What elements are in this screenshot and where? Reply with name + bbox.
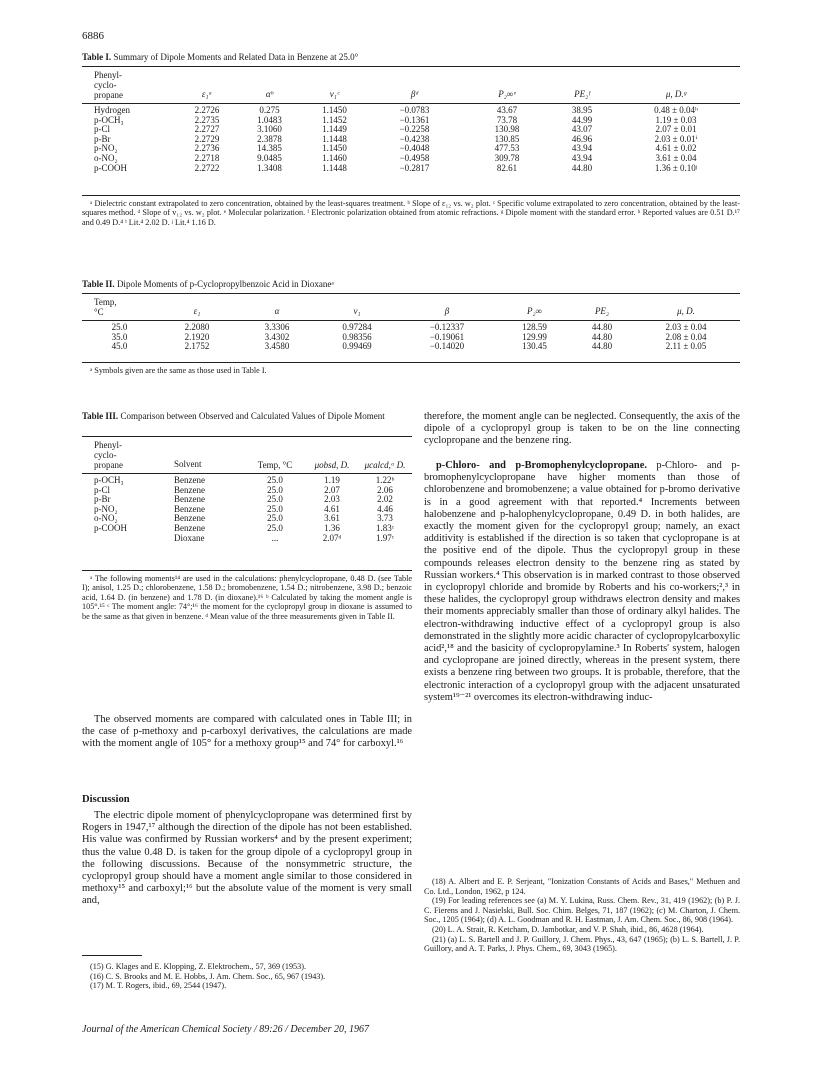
table-cell: p-Br bbox=[94, 133, 111, 144]
table1-footnote: ᵃ Dielectric constant extrapolated to zero concentration, obtained by the least-squares treatment. ᵇ Slope of ε₁₂ vs. w₂ plot. ᶜ Specific volume extrapolated to zero concentration, obtained by the least-squares method. ᵈ Slope of v₁₂ vs. w₂ plot. ᵉ Molecular polarization. ᶠ Electronic polarization obtained from atomic refractions. ᵍ Dipole moment with the standard error. ʰ Reported values are 0.51 D.¹⁷ and 0.49 D.⁴ ⁱ Lit.⁴ 2.02 D. ʲ Lit.⁴ 1.16 D. bbox=[82, 199, 740, 227]
table1-header-row bbox=[82, 70, 740, 100]
table-cell: 3.73 bbox=[377, 513, 393, 524]
table-cell: p-COOH bbox=[94, 522, 127, 533]
table2-col-header: ε₁ bbox=[193, 306, 201, 317]
table-cell: 1.83ᶜ bbox=[375, 522, 395, 533]
table-cell: 25.0 bbox=[267, 494, 283, 505]
table-cell: 2.11 ± 0.05 bbox=[665, 341, 707, 352]
table-cell: 73.78 bbox=[496, 114, 518, 125]
table2-col-header: μ, D. bbox=[677, 306, 695, 317]
table-cell: −0.2258 bbox=[399, 124, 430, 135]
table1-col-header: μ, D.ᵍ bbox=[665, 89, 687, 100]
table-cell: −0.4958 bbox=[399, 152, 430, 163]
table-cell: 1.1450 bbox=[322, 105, 347, 115]
table-cell: 2.2722 bbox=[194, 162, 220, 173]
table-cell: 129.99 bbox=[522, 331, 547, 342]
left-paragraph-2: The electric dipole moment of phenylcyclopropane was determined first by Rogers in 1947,¹⁷ although the direction of the dipole has not been established. His value was confirmed by Russian workers⁴ and by the present experiment; thus the value 0.48 D. is taken for the group dipole of a cyclopropyl group in the following discussions. Because of the nonsymmetric structure, the cyclopropyl group should have a moment angle similar to those considered in methoxy¹⁵ and carboxyl;¹⁶ but the absolute value of the moment is very small and, bbox=[82, 810, 412, 907]
table1-stub-header: Phenyl- cyclo- propane bbox=[94, 70, 123, 100]
table-cell: 9.0485 bbox=[257, 152, 282, 163]
table-cell: Hydrogen bbox=[94, 105, 130, 115]
table-cell: 0.275 bbox=[259, 105, 280, 115]
right-inline-heading: p-Chloro- and p-Bromophenylcyclopropane. bbox=[436, 460, 647, 471]
table3-header-row bbox=[82, 440, 412, 470]
table-cell: 2.02 bbox=[377, 494, 393, 505]
table-cell: Benzene bbox=[174, 503, 205, 514]
table-cell: 2.2726 bbox=[194, 105, 220, 115]
table-cell: Benzene bbox=[174, 484, 205, 495]
table2-stub-header: Temp, °C bbox=[94, 297, 117, 317]
table2-col-header: β bbox=[444, 306, 450, 317]
table2-row bbox=[82, 342, 740, 352]
table-cell: −0.14020 bbox=[429, 341, 465, 352]
table-cell: p-Br bbox=[94, 494, 111, 505]
table-cell: 2.1752 bbox=[184, 341, 210, 352]
table-cell: 130.98 bbox=[494, 124, 520, 135]
table-cell: 25.0 bbox=[111, 322, 128, 332]
table-cell: 130.85 bbox=[494, 133, 520, 144]
table-cell: 25.0 bbox=[267, 484, 283, 495]
table-cell: 43.67 bbox=[496, 105, 518, 115]
reference-item: (15) G. Klages and E. Klopping, Z. Elektrochem., 57, 369 (1953). bbox=[90, 962, 307, 971]
table-cell: 2.08 ± 0.04 bbox=[665, 331, 707, 342]
table-cell: 2.06 bbox=[377, 484, 393, 495]
table-cell: Benzene bbox=[174, 475, 205, 485]
table-cell: 2.2718 bbox=[194, 152, 220, 163]
table3-row bbox=[82, 534, 412, 544]
table-cell: 3.4580 bbox=[264, 341, 290, 352]
discussion-heading: Discussion bbox=[82, 794, 130, 805]
table-cell: 0.48 ± 0.04ʰ bbox=[654, 105, 698, 115]
table-cell: 4.46 bbox=[377, 503, 393, 514]
table-cell: 1.3408 bbox=[257, 162, 282, 173]
table1-caption-label: Table I. bbox=[82, 52, 112, 62]
table2-row bbox=[82, 323, 740, 333]
table-cell: 35.0 bbox=[111, 331, 128, 342]
table-cell: 2.2080 bbox=[184, 322, 210, 332]
table-cell: 2.2736 bbox=[194, 143, 220, 154]
table2-caption bbox=[82, 279, 334, 290]
table-cell: 25.0 bbox=[267, 503, 283, 514]
table-cell: 1.97ᶜ bbox=[375, 532, 395, 543]
table1-col-header: ε₁ᵃ bbox=[201, 89, 213, 100]
table2 bbox=[82, 297, 740, 352]
table-cell: 477.53 bbox=[494, 143, 520, 154]
table-cell: −0.4048 bbox=[399, 143, 430, 154]
table-cell: 1.36 bbox=[324, 522, 340, 533]
table-cell: 2.03 ± 0.04 bbox=[665, 322, 707, 332]
table-cell: 2.2729 bbox=[194, 133, 220, 144]
table-cell: 14.385 bbox=[257, 143, 282, 154]
table-cell: 82.61 bbox=[496, 162, 518, 173]
table-cell: 25.0 bbox=[267, 475, 283, 485]
table-cell: 2.03 ± 0.01ⁱ bbox=[654, 133, 698, 144]
table2-top-rule bbox=[82, 293, 740, 294]
left-refs-rule bbox=[82, 955, 142, 956]
table3-row bbox=[82, 495, 412, 505]
table2-col-header: P₂∞ bbox=[526, 306, 543, 317]
table-cell: Dioxane bbox=[174, 532, 205, 543]
table-cell: 1.0483 bbox=[257, 114, 282, 125]
reference-item: (17) M. T. Rogers, ibid., 69, 2544 (1947). bbox=[90, 981, 227, 991]
table-cell: p-NO₂ bbox=[94, 503, 118, 514]
table3-row bbox=[82, 486, 412, 496]
table-cell: 43.07 bbox=[571, 124, 593, 135]
table-cell: p-OCH₃ bbox=[94, 475, 124, 485]
table-cell: 25.0 bbox=[267, 522, 283, 533]
table2-bottom-rule bbox=[82, 362, 740, 363]
table3-top-rule bbox=[82, 436, 412, 437]
table-cell: ... bbox=[271, 532, 279, 543]
table-cell: p-Cl bbox=[94, 124, 111, 135]
table3 bbox=[82, 440, 412, 543]
table2-header-row bbox=[82, 297, 740, 317]
journal-footer: Journal of the American Chemical Society / 89:26 / December 20, 1967 bbox=[82, 1024, 369, 1035]
reference-item: (21) (a) L. S. Bartell and J. P. Guillory, J. Chem. Phys., 43, 647 (1965); (b) L. S. Bartell, J. P. Guillory, and A. T. Parks, J. Phys. Chem., 69, 3043 (1965). bbox=[424, 934, 740, 954]
table3-row bbox=[82, 514, 412, 524]
table-cell: 1.19 bbox=[324, 475, 340, 485]
table3-row bbox=[82, 476, 412, 486]
table-cell: 44.80 bbox=[591, 331, 613, 342]
right-paragraph-2 bbox=[424, 460, 740, 704]
table-cell: 128.59 bbox=[522, 322, 547, 332]
table-cell: −0.4238 bbox=[399, 133, 430, 144]
table1-bottom-rule bbox=[82, 195, 740, 196]
table-cell: 4.61 bbox=[324, 503, 340, 514]
table1-col-header: P₂∞ᵉ bbox=[498, 89, 516, 100]
table-cell: 46.96 bbox=[571, 133, 593, 144]
table-cell: 1.36 ± 0.10ʲ bbox=[654, 162, 698, 173]
table-cell: 2.1920 bbox=[184, 331, 210, 342]
table-cell: 2.07 bbox=[324, 484, 340, 495]
table-cell: o-NO₂ bbox=[94, 513, 118, 524]
table1-top-rule bbox=[82, 66, 740, 67]
table3-col-header: Solvent bbox=[174, 459, 202, 470]
table-cell: p-COOH bbox=[94, 162, 127, 173]
reference-item: (18) A. Albert and E. P. Serjeant, "Ionization Constants of Acids and Bases," Methuen and Co. Ltd., London, 1962, p 124. bbox=[424, 877, 740, 896]
reference-item: (19) For leading references see (a) M. Y. Lukina, Russ. Chem. Rev., 31, 419 (1962); (b) P. J. C. Fierens and J. Nasielski, Bull. Soc. Chim. Belges, 71, 187 (1962); (c) M. Charton, J. Chem. Soc., 1205 (1964); (d) A. L. Goodman and R. H. Eastman, J. Am. Chem. Soc., 86, 908 (1964). bbox=[424, 896, 740, 925]
table1 bbox=[82, 70, 740, 173]
table3-col-header: Temp, °C bbox=[257, 460, 293, 470]
table2-col-header: v₁ bbox=[353, 306, 361, 317]
table3-row bbox=[82, 524, 412, 534]
left-references bbox=[82, 962, 412, 991]
table-cell: 1.1448 bbox=[322, 133, 347, 144]
table3-row bbox=[82, 505, 412, 515]
table3-bottom-rule bbox=[82, 570, 412, 571]
table-cell: 1.19 ± 0.03 bbox=[655, 114, 697, 125]
table-cell: 0.98356 bbox=[342, 331, 372, 342]
right-paragraph-1: therefore, the moment angle can be neglected. Consequently, the axis of the dipole of a cyclopropyl group is taken to be on the line connecting cyclopropane and the benzene ring. bbox=[424, 411, 740, 447]
table-cell: 3.61 bbox=[324, 513, 340, 524]
table1-col-header: βᵈ bbox=[410, 89, 419, 100]
table-cell: Benzene bbox=[174, 494, 205, 505]
table-cell: 1.1460 bbox=[322, 152, 347, 163]
table3-col-header: μcalcd,ᵃ D. bbox=[364, 460, 406, 470]
table-cell: 25.0 bbox=[267, 513, 283, 524]
table3-caption-text: Comparison between Observed and Calculated Values of Dipole Moment bbox=[120, 411, 385, 421]
table-cell: 130.45 bbox=[522, 341, 547, 352]
table-cell: 0.97284 bbox=[342, 322, 372, 332]
table-cell: 4.61 ± 0.02 bbox=[655, 143, 697, 154]
right-paragraph-2-text: p-Chloro- and p-bromophenylcyclopropane have higher moments than those of chlorobenzene and bromobenzene; a value obtained for p-bromo derivative is in a good agreement with that reported.⁴ Increments between halobenzene and p-halophenylcyclopropane, 0.49 D. in both halides, are exactly the moment given for the cyclopropyl group; namely, an exact additivity is established if the direction is so taken that cyclopropane is at the positive end of the dipole. Thus the cyclopropyl group in these compounds releases electron density to the benzene ring as stated by Russian workers.⁴ This observation is in marked contrast to those observed in cyclopropyl chloride and bromide by Roberts and his co-workers;²,³ in these halides, the cyclopropyl group withdraws electron density and makes their moments appreciably smaller than those of ordinary alkyl halides. The electron-withdrawing inductive effect of a cyclopropyl group is also demonstrated in the slightly more acidic character of cyclopropylcarboxylic acid²,¹⁸ and the basicity of cyclopropylamine.³ In Roberts' system, halogen and cyclopropane are joined directly, whereas in the present system, there exists a benzene ring between two groups. It is probable, therefore, that the electronic interaction of a cyclopropyl group with the adjacent unsaturated system¹⁹⁻²¹ overcomes its electron-withdrawing induc- bbox=[424, 460, 740, 703]
table1-col-header: PE₂ᶠ bbox=[574, 89, 590, 100]
table-cell: 3.1060 bbox=[257, 124, 282, 135]
table-cell: 44.80 bbox=[591, 322, 613, 332]
table1-col-header: αᵇ bbox=[265, 89, 274, 100]
table-cell: 44.80 bbox=[571, 162, 593, 173]
table-cell: 1.1448 bbox=[322, 162, 347, 173]
table3-caption bbox=[82, 411, 412, 422]
table-cell: p-Cl bbox=[94, 484, 111, 495]
table-cell: 1.1452 bbox=[322, 114, 347, 125]
table-cell: o-NO₂ bbox=[94, 152, 118, 163]
table3-footnote: ᵃ The following moments¹⁴ are used in the calculations: phenylcyclopropane, 0.48 D. (see Table I); anisol, 1.25 D.; chlorobenzene, 1.58 D.; bromobenzene, 1.54 D.; nitrobenzene, 3.98 D.; benzoic acid, 1.64 D. (in benzene) and 1.78 D. (in dioxane).¹⁶ ᵇ Calculated by taking the moment angle is 105°.¹⁵ ᶜ The moment angle: 74°;¹⁶ the moment for the cyclopropyl group in dioxane is assumed to be the same as that given in benzene. ᵈ Mean value of the three measurements given in Table II. bbox=[82, 574, 412, 621]
table-cell: −0.2817 bbox=[399, 162, 430, 173]
table1-caption bbox=[82, 52, 358, 63]
table2-footnote: ᵃ Symbols given are the same as those used in Table I. bbox=[90, 366, 267, 375]
table-cell: −0.0783 bbox=[399, 105, 430, 115]
table-cell: 3.3306 bbox=[264, 322, 290, 332]
table-cell: 1.1449 bbox=[322, 124, 347, 135]
table2-col-header: α bbox=[274, 306, 280, 317]
table-cell bbox=[82, 534, 174, 544]
table-cell: 2.2735 bbox=[194, 114, 220, 125]
table-cell: 38.95 bbox=[571, 105, 593, 115]
table1-row bbox=[82, 164, 740, 174]
table-cell: 2.2727 bbox=[194, 124, 220, 135]
table1-col-header: v₁ᶜ bbox=[329, 89, 340, 100]
table-cell: 1.1450 bbox=[322, 143, 347, 154]
table-cell: p-OCH₃ bbox=[94, 114, 124, 125]
table-cell: 3.61 ± 0.04 bbox=[655, 152, 697, 163]
table-cell: 2.03 bbox=[324, 494, 340, 505]
table-cell: 2.3878 bbox=[257, 133, 282, 144]
table2-caption-text: Dipole Moments of p-Cyclopropylbenzoic Acid in Dioxaneᵃ bbox=[116, 279, 334, 289]
table2-col-header: PE₂ bbox=[594, 306, 610, 317]
table2-row bbox=[82, 333, 740, 343]
table-cell: 44.99 bbox=[571, 114, 593, 125]
table-cell: −0.12337 bbox=[429, 322, 465, 332]
reference-item: (16) C. S. Brooks and M. E. Hobbs, J. Am. Chem. Soc., 65, 967 (1943). bbox=[90, 971, 326, 981]
table-cell: 43.94 bbox=[571, 152, 593, 163]
table-cell: 3.4302 bbox=[264, 331, 290, 342]
table-cell: 1.22ᵇ bbox=[375, 475, 395, 485]
table1-caption-text: Summary of Dipole Moments and Related Data in Benzene at 25.0° bbox=[113, 52, 359, 62]
table-cell: 44.80 bbox=[591, 341, 613, 352]
table3-caption-label: Table III. bbox=[82, 411, 119, 421]
table-cell: Benzene bbox=[174, 513, 205, 524]
table-cell: −0.19061 bbox=[429, 331, 465, 342]
table2-caption-label: Table II. bbox=[82, 279, 115, 289]
table-cell: −0.1361 bbox=[399, 114, 430, 125]
table-cell: Benzene bbox=[174, 522, 205, 533]
right-references bbox=[424, 877, 740, 954]
table-cell: 2.07ᵈ bbox=[322, 532, 342, 543]
table-cell: 309.78 bbox=[494, 152, 520, 163]
table-cell: p-NO₂ bbox=[94, 143, 118, 154]
table-cell: 43.94 bbox=[571, 143, 593, 154]
table-cell: 2.07 ± 0.01 bbox=[655, 124, 697, 135]
table3-stub-header: Phenyl- cyclo- propane bbox=[94, 440, 123, 470]
table-cell: 45.0 bbox=[111, 341, 128, 352]
table-cell: 0.99469 bbox=[342, 341, 372, 352]
reference-item: (20) L. A. Strait, R. Ketcham, D. Jambotkar, and V. P. Shah, ibid., 86, 4628 (1964). bbox=[432, 924, 704, 934]
page-number: 6886 bbox=[82, 30, 104, 42]
table3-col-header: μobsd, D. bbox=[314, 460, 350, 470]
left-paragraph-1: The observed moments are compared with calculated ones in Table III; in the case of p-methoxy and p-carboxyl derivatives, the calculations are made with the moment angle of 105° for a methoxy group¹⁵ and 74° for carboxyl.¹⁶ bbox=[82, 714, 412, 750]
